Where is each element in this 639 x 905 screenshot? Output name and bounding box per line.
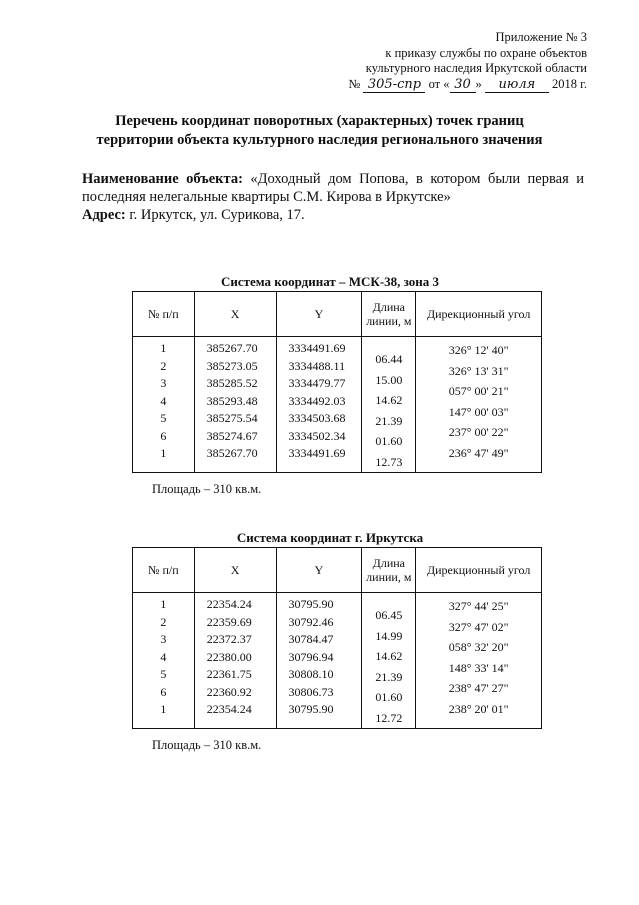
y-cell: 3334491.69 [288,446,346,460]
y-cell: 3334491.69 [288,341,346,355]
length-cell: 14.62 [375,649,403,663]
y-cell: 3334488.11 [288,358,346,373]
length-column [362,337,415,472]
angle-cell: 237° 00' 22" [448,425,509,439]
object-address-value: г. Иркутск, ул. Сурикова, 17. [129,207,305,223]
table-2-area: Площадь – 310 кв.м. [152,738,262,752]
x-cell: 22372.37 [206,632,252,646]
document-title [60,112,579,150]
num-cell: 5 [160,411,167,425]
num-column [133,593,194,719]
appendix-line-3: культурного наследия Иркутской области [365,61,587,75]
order-day: 30 [454,76,471,92]
header-angle: Дирекционный угол [416,292,542,337]
num-cell: 6 [160,428,167,443]
num-cell: 2 [160,358,167,373]
x-cell: 385275.54 [206,411,258,425]
object-name-value: «Доходный дом Попова, в котором были первая и последняя нелегальные квартиры С.М. Кирова в Иркутске» [82,171,584,205]
length-cell: 21.39 [375,669,403,684]
document-title-line-2: территории объекта культурного наследия регионального значения [96,132,543,148]
x-cell: 385267.70 [206,446,258,460]
num-cell: 2 [160,614,167,629]
length-column [362,593,415,728]
angle-cell: 058° 32' 20" [448,640,509,654]
y-column [277,593,362,719]
x-cell: 385273.05 [206,358,258,373]
length-cell: 15.00 [375,372,403,387]
order-date-close: » [475,76,482,91]
angle-cell: 238° 20' 01" [448,701,509,716]
header-length: Длина линии, м [362,292,416,337]
y-column [277,337,362,463]
x-cell: 22354.24 [206,702,252,716]
y-cell: 3334479.77 [288,376,346,390]
x-cell: 22380.00 [206,649,252,664]
x-cell: 22359.69 [206,614,252,629]
object-info [82,170,584,224]
length-cell: 01.60 [375,434,403,448]
x-column [195,337,276,463]
header-num: № п/п [133,548,195,593]
appendix-header [257,30,587,93]
order-number: 305-спр [367,76,422,92]
y-cell: 30792.46 [288,614,334,629]
y-cell: 3334502.34 [288,428,346,443]
num-cell: 4 [160,649,167,664]
angle-column [416,593,541,719]
order-year: 2018 г. [552,76,587,91]
object-address [82,206,584,224]
x-cell: 385285.52 [206,376,258,390]
angle-cell: 147° 00' 03" [448,404,509,419]
appendix-order-line [257,77,587,93]
table-1-title: Система координат – МСК-38, зона 3 [220,274,440,289]
table-1-area: Площадь – 310 кв.м. [152,482,262,496]
angle-cell: 148° 33' 14" [448,660,509,675]
header-y: Y [276,548,362,593]
coordinates-table-msk38 [132,291,542,473]
x-cell: 385267.70 [206,341,258,355]
angle-column [416,337,541,463]
y-cell: 30795.90 [288,702,334,716]
num-cell: 6 [160,684,167,699]
angle-cell: 327° 47' 02" [448,619,509,634]
num-cell: 1 [160,702,167,716]
length-cell: 14.62 [375,393,403,407]
order-date-from: от « [428,76,450,91]
header-angle: Дирекционный угол [416,548,542,593]
angle-cell: 327° 44' 25" [448,599,509,613]
header-x: X [194,548,276,593]
num-cell: 1 [160,446,167,460]
header-x: X [194,292,276,337]
length-cell: 14.99 [375,628,403,643]
object-address-label: Адрес: [82,207,126,223]
x-column [195,593,276,719]
num-cell: 1 [160,597,167,611]
y-cell: 30806.73 [288,684,334,699]
y-cell: 30784.47 [288,632,334,646]
length-cell: 12.72 [375,710,403,725]
object-name-label: Наименование объекта: [82,171,243,187]
x-cell: 22360.92 [206,684,252,699]
appendix-line-1: Приложение № 3 [495,30,587,44]
angle-cell: 057° 00' 21" [448,384,509,398]
y-cell: 30795.90 [288,597,334,611]
object-name [82,170,584,206]
num-column [133,337,194,463]
coordinates-table-irkutsk [132,547,542,729]
length-cell: 01.60 [375,690,403,704]
length-cell: 21.39 [375,413,403,428]
length-cell: 06.45 [375,608,403,622]
x-cell: 22354.24 [206,597,252,611]
y-cell: 3334503.68 [288,411,346,425]
table-2-title: Система координат г. Иркутска [236,530,424,545]
num-cell: 5 [160,667,167,681]
angle-cell: 326° 12' 40" [448,343,509,357]
header-num: № п/п [133,292,195,337]
order-month: июля [498,76,536,92]
num-cell: 1 [160,341,167,355]
num-cell: 3 [160,376,167,390]
angle-cell: 236° 47' 49" [448,445,509,460]
x-cell: 22361.75 [206,667,252,681]
length-cell: 12.73 [375,454,403,469]
header-length: Длина линии, м [362,548,416,593]
num-cell: 3 [160,632,167,646]
angle-cell: 238° 47' 27" [448,681,509,695]
angle-cell: 326° 13' 31" [448,363,509,378]
appendix-line-2: к приказу службы по охране объектов [385,45,587,60]
order-number-prefix: № [348,76,361,91]
length-cell: 06.44 [375,352,403,366]
header-y: Y [276,292,362,337]
num-cell: 4 [160,393,167,408]
document-title-line-1: Перечень координат поворотных (характерных) точек границ [115,113,524,129]
x-cell: 385274.67 [206,428,258,443]
y-cell: 3334492.03 [288,393,346,408]
x-cell: 385293.48 [206,393,258,408]
y-cell: 30808.10 [288,667,334,681]
y-cell: 30796.94 [288,649,334,664]
